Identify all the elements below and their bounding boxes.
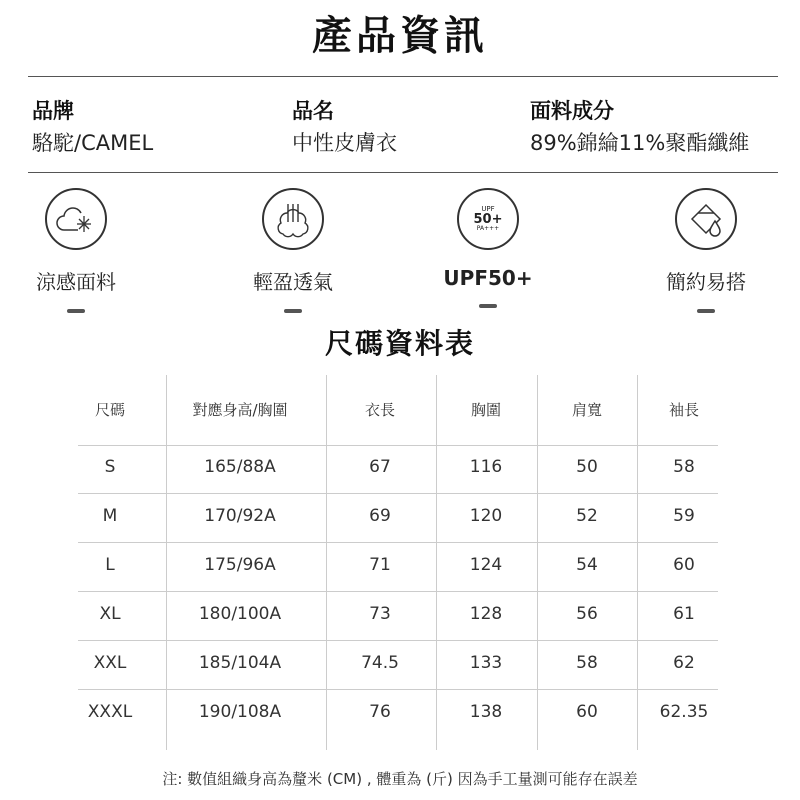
table-cell: 62 [673,653,695,673]
feature-easy-match [636,188,776,313]
table-cell: 60 [673,555,695,575]
feature-label: 涼感面料 [36,270,116,294]
table-header: 對應身高/胸圍 [192,401,288,419]
column-divider [436,375,437,750]
row-divider [78,689,718,690]
row-divider [78,493,718,494]
table-cell: 62.35 [659,702,709,722]
table-cell: 76 [369,702,391,722]
info-label: 品牌 [32,99,74,123]
info-value: 中性皮膚衣 [292,131,397,155]
table-cell: 170/92A [204,506,276,526]
page-title: 產品資訊 [312,13,488,59]
badge-text: 50+ [473,212,503,227]
table-cell: 180/100A [198,604,282,624]
table-header: 肩寬 [571,401,603,419]
table-cell: 67 [369,457,391,477]
table-cell: 59 [673,506,695,526]
info-value: 89%錦綸11%聚酯纖維 [530,131,750,155]
column-divider [637,375,638,750]
table-cell: 74.5 [361,653,399,673]
table-cell: 69 [369,506,391,526]
info-value: 駱駝/CAMEL [32,131,154,155]
feature-label: 輕盈透氣 [253,270,333,294]
breathable-cloud-icon [262,188,324,250]
table-cell: 52 [576,506,598,526]
table-cell: 128 [469,604,503,624]
table-cell: 50 [576,457,598,477]
info-brand [32,95,153,157]
table-header: 袖長 [668,401,700,419]
table-cell: 138 [469,702,503,722]
table-cell: M [102,506,118,526]
table-cell: 73 [369,604,391,624]
dash [67,309,85,313]
info-label: 面料成分 [530,99,614,123]
feature-label: UPF50+ [443,266,533,290]
table-cell: 120 [469,506,503,526]
divider [28,172,778,173]
fabric-drop-icon [675,188,737,250]
table-cell: XXXL [87,702,133,722]
column-divider [326,375,327,750]
column-divider [166,375,167,750]
table-cell: 61 [673,604,695,624]
badge-text: PA+++ [476,225,500,232]
column-divider [537,375,538,750]
size-table [0,375,800,750]
row-divider [78,591,718,592]
feature-breathable [223,188,363,313]
table-header: 衣長 [364,401,396,419]
table-cell: 124 [469,555,503,575]
feature-cooling [6,188,146,313]
table-cell: 185/104A [198,653,282,673]
table-cell: 71 [369,555,391,575]
table-cell: 133 [469,653,503,673]
size-chart-title: 尺碼資料表 [324,327,475,360]
info-product-name [292,95,397,157]
table-header: 胸圍 [470,401,502,419]
row-divider [78,640,718,641]
table-cell: 56 [576,604,598,624]
feature-upf [418,188,558,308]
dash [697,309,715,313]
upf-sun-icon [457,188,519,250]
info-material [530,95,749,157]
info-label: 品名 [292,99,334,123]
table-header: 尺碼 [94,401,126,419]
table-cell: L [105,555,115,575]
footnote: 注: 數值組織身高為釐米 (CM) , 體重為 (斤) 因為手工量測可能存在誤差 [162,770,638,788]
cloud-snowflake-icon [45,188,107,250]
table-cell: XXL [93,653,127,673]
divider [28,76,778,77]
table-cell: XL [99,604,121,624]
table-cell: 54 [576,555,598,575]
dash [479,304,497,308]
row-divider [78,445,718,446]
feature-label: 簡約易搭 [666,270,746,294]
row-divider [78,542,718,543]
dash [284,309,302,313]
table-cell: 165/88A [204,457,276,477]
badge-text: UPF [481,205,495,213]
table-cell: S [104,457,116,477]
table-cell: 175/96A [204,555,276,575]
table-cell: 190/108A [198,702,282,722]
table-cell: 60 [576,702,598,722]
table-cell: 58 [673,457,695,477]
table-cell: 58 [576,653,598,673]
table-cell: 116 [469,457,503,477]
